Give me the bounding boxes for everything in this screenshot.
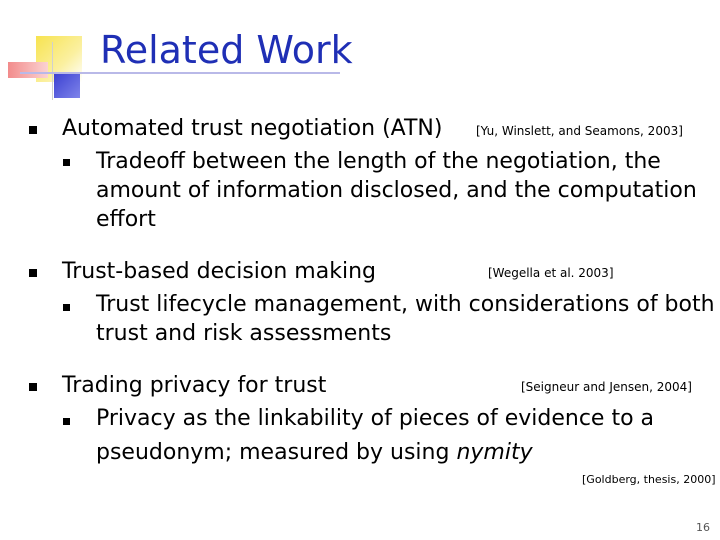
item-1-text: Automated trust negotiation (ATN) — [62, 116, 443, 141]
bullet-3 — [29, 383, 37, 391]
item-1-sub-line-1: Tradeoff between the length of the negotiation, the — [96, 149, 661, 174]
sub-bullet-3 — [63, 418, 70, 425]
item-2-sub-line-2: trust and risk assessments — [96, 321, 392, 346]
sub-bullet-2 — [63, 304, 70, 311]
item-3-sub-line-1: Privacy as the linkability of pieces of evidence to a — [96, 406, 655, 431]
item-3-citation: [Seigneur and Jensen, 2004] — [521, 380, 692, 394]
item-3-sub-line-2 — [96, 437, 533, 468]
title-underline — [20, 72, 340, 74]
item-2-citation: [Wegella et al. 2003] — [488, 266, 614, 280]
bullet-1 — [29, 126, 37, 134]
logo-red-bar — [8, 62, 48, 78]
item-3-text: Trading privacy for trust — [62, 373, 327, 398]
sub-bullet-1 — [63, 159, 70, 166]
item-1-sub-line-3: effort — [96, 207, 156, 232]
logo-vertical-line — [52, 42, 53, 100]
item-3-sub-line-2-text: pseudonym; measured by using — [96, 440, 457, 465]
item-2-sub-line-1: Trust lifecycle management, with considerations of both — [96, 292, 715, 317]
slide-title: Related Work — [100, 28, 353, 72]
page-number: 16 — [696, 521, 710, 534]
logo-blue-square — [54, 72, 80, 98]
goldberg-citation: [Goldberg, thesis, 2000] — [582, 473, 716, 486]
bullet-2 — [29, 269, 37, 277]
item-2-text: Trust-based decision making — [62, 259, 376, 284]
item-1-sub-line-2: amount of information disclosed, and the computation — [96, 178, 697, 203]
nymity-term: nymity — [456, 440, 533, 465]
item-1-citation: [Yu, Winslett, and Seamons, 2003] — [476, 124, 683, 138]
